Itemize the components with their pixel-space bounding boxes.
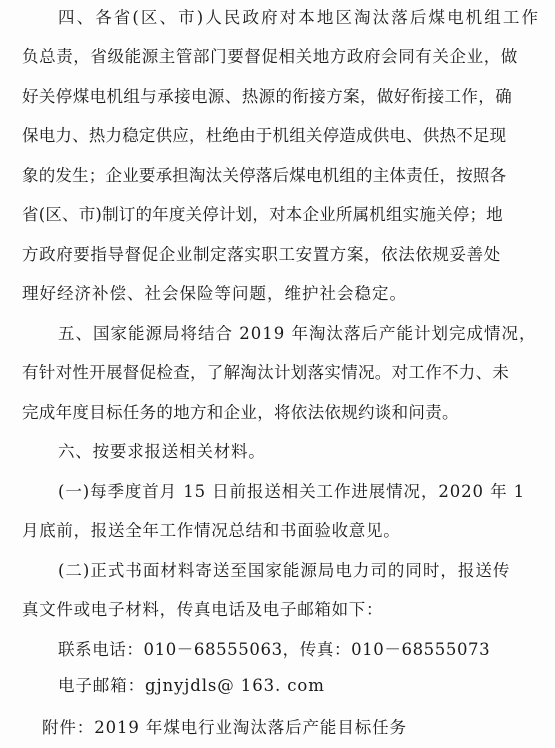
item-two-line-2: 真文件或电子材料，传真电话及电子邮箱如下： xyxy=(22,600,384,619)
paragraph-four-line-6: 省(区、市)制订的年度关停计划，对本企业所属机组实施关停；地 xyxy=(22,205,503,224)
paragraph-four-line-7: 方政府要指导督促企业制定落实职工安置方案，依法依规妥善处 xyxy=(22,245,501,264)
paragraph-four-line-2: 负总责，省级能源主管部门要督促相关地方政府会同有关企业，做 xyxy=(22,47,518,66)
paragraph-four-line-4: 保电力、热力稳定供应，杜绝由于机组关停造成供电、供热不足现 xyxy=(22,126,507,145)
contact-phone-fax: 联系电话：010－68555063，传真：010－68555073 xyxy=(58,640,491,659)
item-two-line-1: (二)正式书面材料寄送至国家能源局电力司的同时，报送传 xyxy=(58,561,511,580)
paragraph-five-line-1: 五、国家能源局将结合 2019 年淘汰落后产能计划完成情况， xyxy=(58,324,537,343)
paragraph-five-line-2: 有针对性开展督促检查，了解淘汰计划落实情况。对工作不力、未 xyxy=(22,363,510,382)
paragraph-four-line-5: 象的发生；企业要承担淘汰关停落后煤电机组的主体责任，按照各 xyxy=(22,166,507,185)
paragraph-four-line-1: 四、各省(区、市)人民政府对本地区淘汰落后煤电机组工作 xyxy=(58,8,541,27)
attachment-note: 附件：2019 年煤电行业淘汰落后产能目标任务 xyxy=(42,718,407,737)
paragraph-four-line-8: 理好经济补偿、社会保险等问题，维护社会稳定。 xyxy=(22,284,407,303)
item-one-line-2: 月底前，报送全年工作情况总结和书面验收意见。 xyxy=(22,521,401,540)
paragraph-five-line-3: 完成年度目标任务的地方和企业，将依法依规约谈和问责。 xyxy=(22,403,459,422)
paragraph-six-heading: 六、按要求报送相关材料。 xyxy=(58,442,266,461)
item-one-line-1: (一)每季度首月 15 日前报送相关工作进展情况，2020 年 1 xyxy=(58,482,526,501)
paragraph-four-line-3: 好关停煤电机组与承接电源、热源的衔接方案，做好衔接工作，确 xyxy=(22,87,513,106)
contact-email: 电子邮箱：gjnyjdls@ 163. com xyxy=(58,676,325,695)
